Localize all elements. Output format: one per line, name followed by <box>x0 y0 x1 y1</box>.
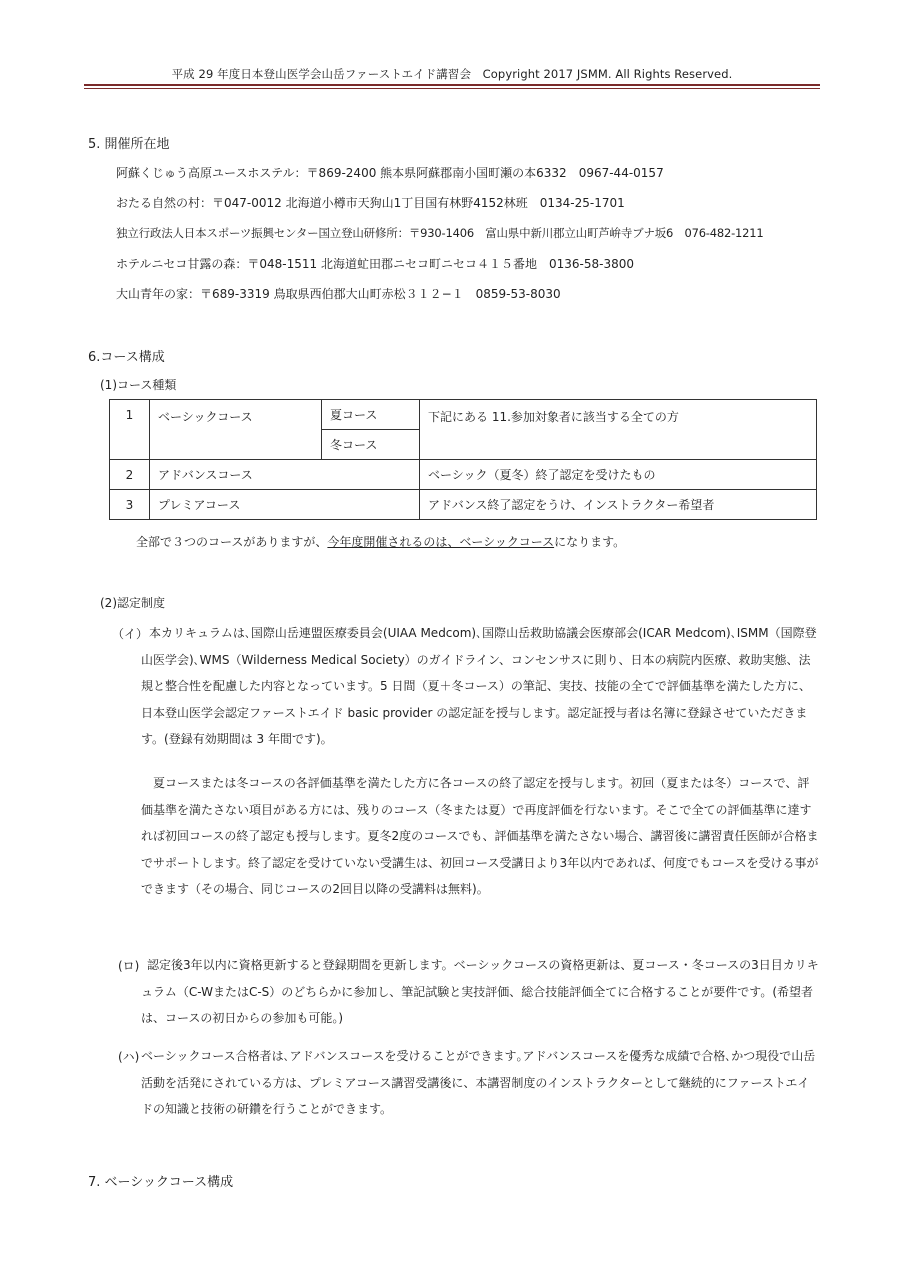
page-header: 平成 29 年度日本登山医学会山岳ファーストエイド講習会 Copyright 2017 JSMM. All Rights Reserved. <box>171 67 733 81</box>
course-note-tail: になります。 <box>554 535 626 549</box>
course-note <box>136 533 625 550</box>
item-ha-marker: (ハ) <box>118 1050 140 1064</box>
item-ha-paragraph: ベーシックコース合格者は､アドバンスコースを受けることができます｡アドバンスコースを優秀な成績で合格､かつ現役で山岳活動を活発にされている方は、プレミアコース講習受講後に、本講習制度のインストラクターとして継続的にファーストエイドの知識と技術の研鑽を行うことができます。 <box>141 1049 816 1116</box>
venue-otaru: おたる自然の村：〒047-0012 北海道小樽市天狗山1丁目国有林野4152林班 0134-25-1701 <box>116 196 625 210</box>
item-i-paragraph-2: 夏コースまたは冬コースの各評価基準を満たした方に各コースの終了認定を授与します。初回（夏または冬）コースで、評価基準を満たさない項目がある方には、残りのコース（冬または夏）で再度評価を行ないます。そこで全ての評価基準に達すれば初回コースの終了認定も授与します。夏冬2度のコースでも、評価基準を満たさない場合、講習後に講習責任医師が合格までサポートします。終了認定を受けていない受講生は、初回コース受講日より3年以内であれば、何度でもコースを受ける事ができます（その場合、同じコースの2回目以降の受講料は無料)。 <box>141 776 819 896</box>
section6-title: 6.コース構成 <box>88 350 165 365</box>
item-ro-marker: (ロ) <box>118 959 140 973</box>
section7-title: 7. ベーシックコース構成 <box>88 1175 234 1190</box>
header-rule-thin <box>84 88 820 89</box>
venue-aso: 阿蘇くじゅう高原ユースホステル：〒869-2400 熊本県阿蘇郡南小国町瀬の本6332 0967-44-0157 <box>116 166 664 180</box>
course-number: 2 <box>110 460 150 490</box>
item-ro-paragraph: 認定後3年以内に資格更新すると登録期間を更新します。ベーシックコースの資格更新は、夏コース・冬コースの3日目カリキュラム（C-WまたはC-S）のどちらかに参加し、筆記試験と実技評価、総合技能評価全てに合格することが要件です。(希望者は、コースの初日からの参加も可能。) <box>141 958 819 1025</box>
course-target: アドバンス終了認定をうけ、インストラクター希望者 <box>420 490 817 520</box>
header-rule-thick <box>84 84 820 86</box>
course-note-text: 全部で３つのコースがありますが、 <box>136 535 328 549</box>
course-note-underlined: 今年度開催されるのは、ベーシックコース <box>327 535 555 549</box>
table-row <box>110 400 817 430</box>
course-season: 冬コース <box>322 430 420 460</box>
course-target: 下記にある 11.参加対象者に該当する全ての方 <box>420 400 817 460</box>
table-row <box>110 490 817 520</box>
course-types-heading: (1)コース種類 <box>100 378 177 392</box>
course-number: 3 <box>110 490 150 520</box>
venue-daisen: 大山青年の家：〒689-3319 鳥取県西伯郡大山町赤松３１２−１ 0859-53-8030 <box>116 287 561 301</box>
course-name: ベーシックコース <box>150 400 322 460</box>
venue-tateyama: 独立行政法人日本スポーツ振興センター国立登山研修所：〒930-1406 富山県中新川郡立山町芦峅寺ブナ坂6 076-482-1211 <box>116 226 764 240</box>
item-i-paragraph: 本カリキュラムは､国際山岳連盟医療委員会(UIAA Medcom)､国際山岳救助協議会医療部会(ICAR Medcom)､ISMM（国際登山医学会)､WMS（Wilderness Medical Society）のガイドライン、コンセンサスに則り、日本の病院内医療、救助実態、法規と整合性を配慮した内容となっています。5 日間（夏＋冬コース）の筆記、実技、技能の全てで評価基準を満たした方に、日本登山医学会認定ファーストエイド basic provider の認定証を授与します。認定証授与者は名簿に登録させていただきます。(登録有効期間は 3 年間です)。 <box>141 626 817 746</box>
course-target: ベーシック（夏冬）終了認定を受けたもの <box>420 460 817 490</box>
item-i-marker: （イ） <box>112 627 149 641</box>
section5-title: 5. 開催所在地 <box>88 137 170 152</box>
course-name: プレミアコース <box>150 490 420 520</box>
course-table <box>109 399 817 520</box>
course-number: 1 <box>110 400 150 460</box>
course-name: アドバンスコース <box>150 460 420 490</box>
venue-niseko: ホテルニセコ甘露の森：〒048-1511 北海道虻田郡ニセコ町ニセコ４１５番地 0136-58-3800 <box>116 257 634 271</box>
certification-heading: (2)認定制度 <box>100 596 165 610</box>
table-row <box>110 460 817 490</box>
course-season: 夏コース <box>322 400 420 430</box>
